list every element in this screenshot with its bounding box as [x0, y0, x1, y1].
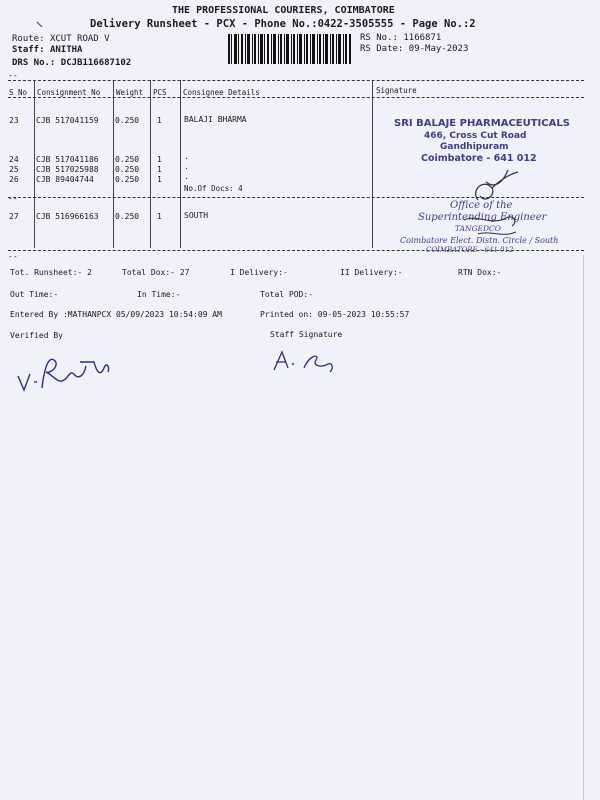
col-divider: [150, 80, 151, 248]
table-row: 25: [9, 165, 19, 174]
pharmacy-stamp-name: SRI BALAJE PHARMACEUTICALS: [394, 118, 570, 129]
pcs: 1: [157, 175, 162, 184]
i-delivery: I Delivery:-: [230, 268, 288, 277]
rtn-dox: RTN Dox:-: [458, 268, 502, 277]
receiver-signature: [456, 160, 556, 246]
col-header-consignee: Consignee Details: [183, 88, 260, 97]
page-margin-line: [583, 255, 584, 800]
staff-line: Staff: ANITHA: [12, 45, 83, 55]
no-of-docs: No.Of Docs: 4: [184, 184, 243, 193]
pcs: 1: [157, 212, 162, 221]
weight: 0.250: [115, 155, 140, 164]
table-row: 26: [9, 175, 19, 184]
rs-date-line: RS Date: 09-May-2023: [360, 44, 469, 54]
weight: 0.250: [115, 175, 140, 184]
verifier-signature: [14, 350, 114, 400]
consignee-details: .: [184, 172, 189, 181]
verified-by: Verified By: [10, 331, 63, 340]
col-header-consignment: Consignment No: [37, 88, 101, 97]
pcs: 1: [157, 165, 162, 174]
entered-by: Entered By :MATHANPCX 05/09/2023 10:54:09 AM: [10, 310, 222, 319]
col-divider: [180, 80, 181, 248]
header-rule: [8, 97, 584, 98]
pharmacy-stamp-area: Gandhipuram: [440, 142, 509, 152]
table-top-rule: [8, 80, 584, 81]
col-header-signature: Signature: [376, 86, 417, 95]
office-stamp-line: Superintending Engineer: [418, 212, 547, 223]
total-dox: Total Dox:- 27: [122, 268, 190, 277]
consignment-no: CJB 89404744: [36, 175, 94, 184]
barcode: [228, 34, 352, 68]
consignment-no: CJB 516966163: [36, 212, 99, 221]
company-title: THE PROFESSIONAL COURIERS, COIMBATORE: [172, 5, 395, 16]
staff-signature-label: Staff Signature: [270, 330, 343, 339]
pcs: 1: [157, 155, 162, 164]
route-line: Route: XCUT ROAD V: [12, 34, 110, 44]
pharmacy-stamp-city: Coimbatore - 641 012: [421, 153, 537, 164]
col-divider: [113, 80, 114, 248]
consignment-no: CJB 517025988: [36, 165, 99, 174]
col-header-sno: S No: [9, 88, 28, 97]
in-time: In Time:-: [137, 290, 181, 299]
weight: 0.250: [115, 165, 140, 174]
out-time: Out Time:-: [10, 290, 59, 299]
dash-mark: --: [8, 71, 18, 80]
consignee-details: SOUTH: [184, 211, 209, 220]
office-stamp-line: Coimbatore Elect. Distn. Circle / South: [400, 236, 559, 245]
rs-no-line: RS No.: 1166871: [360, 33, 442, 43]
table-row: 27: [9, 212, 19, 221]
printed-on: Printed on: 09-05-2023 10:55:57: [260, 310, 410, 319]
col-divider: [34, 80, 35, 248]
office-stamp-line: TANGEDCO: [455, 224, 501, 233]
table-row: 23: [9, 116, 19, 125]
consignment-no: CJB 517041186: [36, 155, 99, 164]
total-pod: Total POD:-: [260, 290, 313, 299]
weight: 0.250: [115, 116, 140, 125]
ii-delivery: II Delivery:-: [340, 268, 403, 277]
pcs: 1: [157, 116, 162, 125]
staff-signature: [268, 346, 338, 380]
stray-mark: [36, 14, 44, 33]
drs-line: DRS No.: DCJB116687102: [12, 58, 132, 68]
office-stamp-line: COIMBATORE - 641 012: [426, 246, 514, 254]
consignment-no: CJB 517041159: [36, 116, 99, 125]
consignee-details: BALAJI BHARMA: [184, 115, 247, 124]
col-divider: [372, 80, 373, 248]
dash-mark: --: [8, 252, 18, 261]
consignee-details: .: [184, 162, 189, 171]
weight: 0.250: [115, 212, 140, 221]
col-header-weight: Weight: [116, 88, 144, 97]
dash-mark: --: [8, 194, 18, 203]
runsheet-subtitle: Delivery Runsheet - PCX - Phone No.:0422-3505555 - Page No.:2: [90, 18, 476, 30]
col-header-pcs: PCS: [153, 88, 167, 97]
consignee-details: .: [184, 152, 189, 161]
table-row: 24: [9, 155, 19, 164]
pharmacy-stamp-address: 466, Cross Cut Road: [424, 131, 527, 141]
tot-runsheet: Tot. Runsheet:- 2: [10, 268, 92, 277]
office-stamp-line: Office of the: [450, 200, 513, 211]
